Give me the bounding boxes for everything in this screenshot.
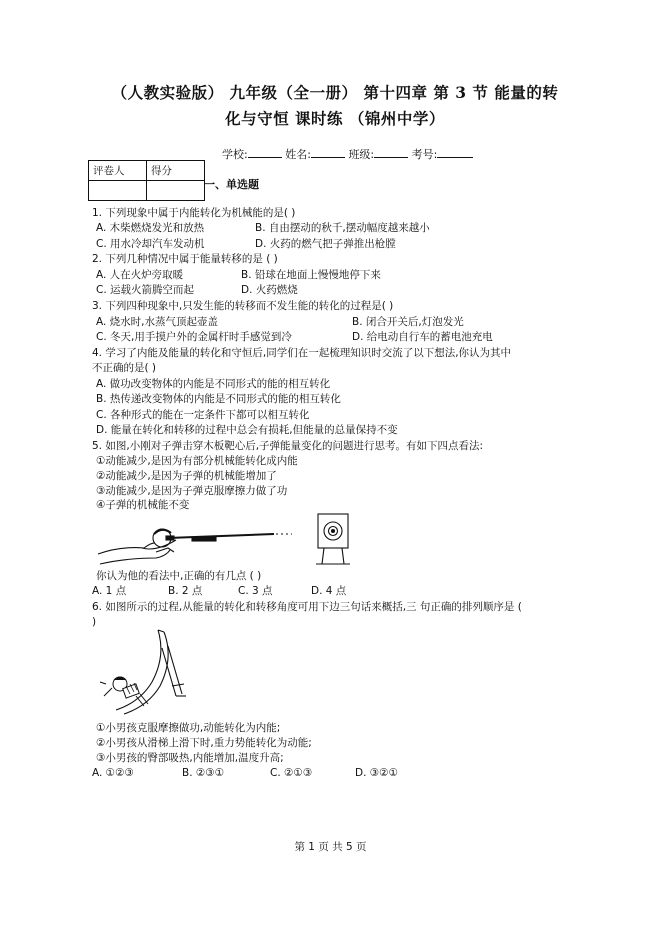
q5-option-a: A. 1 点 bbox=[92, 585, 127, 597]
q1-option-d: D. 火药的燃气把子弹推出枪膛 bbox=[255, 238, 396, 250]
q5-option-c: C. 3 点 bbox=[238, 585, 273, 597]
slide-illustration bbox=[116, 630, 186, 714]
student-info-line bbox=[222, 146, 473, 162]
q4-option-a: A. 做功改变物体的内能是不同形式的能的相互转化 bbox=[96, 378, 331, 390]
q4-option-c: C. 各种形式的能在一定条件下都可以相互转化 bbox=[96, 409, 310, 421]
q5-statement-2: ②动能减少,是因为子弹的机械能增加了 bbox=[96, 470, 277, 482]
boy-illustration bbox=[100, 677, 148, 706]
score-table bbox=[88, 160, 205, 201]
q6-option-b: B. ②③① bbox=[182, 767, 225, 779]
q4-option-b: B. 热传递改变物体的内能是不同形式的能的相互转化 bbox=[96, 393, 341, 405]
question-6-stem: 6. 如图所示的过程,从能量的转化和转移角度可用下边三句话来概括,三 句正确的排列顺序是 ( bbox=[92, 601, 522, 613]
question-4-stem-cont: 不正确的是( ) bbox=[92, 362, 157, 374]
name-blank[interactable] bbox=[311, 146, 345, 158]
name-label: 姓名: bbox=[285, 148, 311, 161]
q3-option-a: A. 烧水时,水蒸气顶起壶盖 bbox=[96, 316, 219, 328]
q6-statement-1: ①小男孩克服摩擦做功,动能转化为内能; bbox=[96, 722, 281, 734]
page-footer: 第 1 页 共 5 页 bbox=[294, 841, 367, 853]
class-label: 班级: bbox=[348, 148, 375, 161]
q1-option-a: A. 木柴燃烧发光和放热 bbox=[96, 222, 205, 234]
q5-statement-3: ③动能减少,是因为子弹克服摩擦力做了功 bbox=[96, 485, 288, 497]
question-2-stem: 2. 下列几种情况中属于能量转移的是 ( ) bbox=[92, 253, 278, 265]
grader-cell[interactable] bbox=[89, 181, 147, 201]
q6-statement-2: ②小男孩从滑梯上滑下时,重力势能转化为动能; bbox=[96, 737, 312, 749]
shooter-illustration bbox=[98, 529, 274, 564]
q5-statement-1: ①动能减少,是因为有部分机械能转化成内能 bbox=[96, 455, 298, 467]
school-blank[interactable] bbox=[248, 146, 282, 158]
q3-option-b: B. 闭合开关后,灯泡发光 bbox=[352, 316, 464, 328]
q3-option-c: C. 冬天,用手摸户外的金属杆时手感觉到冷 bbox=[96, 331, 292, 343]
q6-option-a: A. ①②③ bbox=[92, 767, 134, 779]
score-cell[interactable] bbox=[147, 181, 205, 201]
page-title-line2: 化与守恒 课时练 （锦州中学） bbox=[225, 109, 445, 128]
question-6-stem-cont: ) bbox=[92, 616, 97, 628]
q3-option-d: D. 给电动自行车的蓄电池充电 bbox=[352, 331, 493, 343]
q1-option-b: B. 自由摆动的秋千,摆动幅度越来越小 bbox=[255, 222, 430, 234]
exam-number-label: 考号: bbox=[411, 148, 438, 161]
q5-option-b: B. 2 点 bbox=[168, 585, 203, 597]
target-board bbox=[316, 514, 350, 564]
q2-option-c: C. 运载火箭腾空而起 bbox=[96, 284, 195, 296]
q6-option-d: D. ③②① bbox=[355, 767, 398, 779]
slide-boy-figure bbox=[96, 626, 206, 718]
section-title: 一、单选题 bbox=[204, 178, 259, 191]
page-title-line1: （人教实验版） 九年级（全一册） 第十四章 第 3 节 能量的转 bbox=[111, 83, 559, 102]
score-header: 得分 bbox=[147, 161, 205, 181]
q4-option-d: D. 能量在转化和转移的过程中总会有损耗,但能量的总量保持不变 bbox=[96, 424, 398, 436]
question-3-stem: 3. 下列四种现象中,只发生能的转移而不发生能的转化的过程是( ) bbox=[92, 300, 394, 312]
q5-statement-4: ④子弹的机械能不变 bbox=[96, 499, 190, 511]
school-label: 学校: bbox=[222, 148, 248, 161]
q6-option-c: C. ②①③ bbox=[270, 767, 313, 779]
q1-option-c: C. 用水冷却汽车发动机 bbox=[96, 238, 205, 250]
q2-option-b: B. 铅球在地面上慢慢地停下来 bbox=[241, 269, 381, 281]
grader-header: 评卷人 bbox=[89, 161, 147, 181]
question-4-stem: 4. 学习了内能及能量的转化和守恒后,同学们在一起梳理知识时交流了以下想法,你认为其中 bbox=[92, 347, 512, 359]
q5-option-d: D. 4 点 bbox=[311, 585, 347, 597]
q2-option-d: D. 火药燃烧 bbox=[241, 284, 298, 296]
exam-number-blank[interactable] bbox=[437, 146, 473, 158]
shooter-target-figure bbox=[96, 508, 376, 570]
q6-statement-3: ③小男孩的臀部吸热,内能增加,温度升高; bbox=[96, 752, 284, 764]
class-blank[interactable] bbox=[374, 146, 408, 158]
question-1-stem: 1. 下列现象中属于内能转化为机械能的是( ) bbox=[92, 207, 296, 219]
question-5-stem: 5. 如图,小刚对子弹击穿木板靶心后,子弹能量变化的问题进行思考。有如下四点看法: bbox=[92, 440, 484, 452]
q2-option-a: A. 人在火炉旁取暖 bbox=[96, 269, 184, 281]
q5-prompt: 你认为他的看法中,正确的有几点 ( ) bbox=[96, 570, 262, 582]
